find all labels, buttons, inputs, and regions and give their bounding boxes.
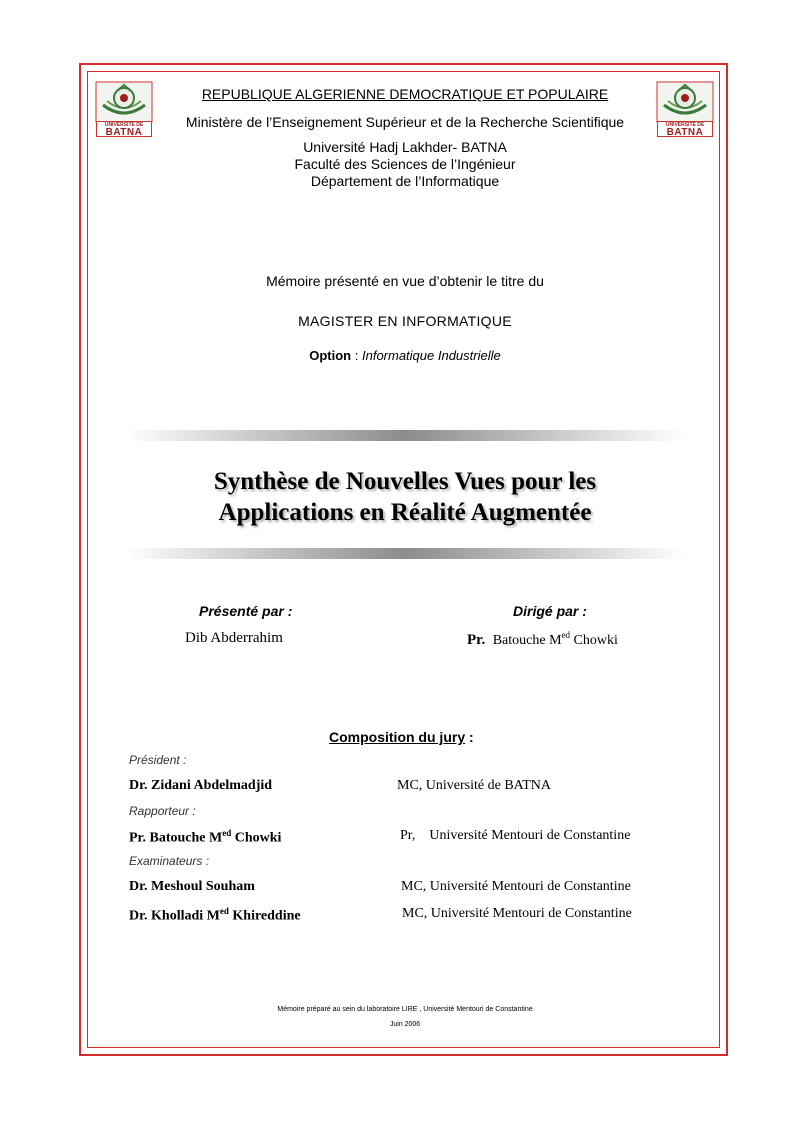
university-line: Université Hadj Lakhder- BATNA	[303, 139, 507, 155]
jury-examiner2-affiliation: MC, Université Mentouri de Constantine	[402, 906, 632, 921]
jury-heading	[329, 729, 474, 745]
jury-examiner1-name: Dr. Meshoul Souham	[129, 879, 255, 894]
logo-label	[657, 121, 713, 137]
directed-by-name-a: Batouche M	[492, 633, 562, 648]
footer-date: Juin 2006	[389, 1021, 421, 1028]
jury-examiner1-affiliation: MC, Université Mentouri de Constantine	[401, 879, 631, 894]
jury-rapporteur-name	[129, 828, 281, 847]
option-value: Informatique Industrielle	[361, 348, 501, 363]
option-label: Option	[309, 348, 352, 363]
department-line: Département de l’Informatique	[310, 173, 500, 189]
jury-heading-text: Composition du jury	[329, 729, 466, 745]
jury-rapporteur-affiliation: Pr, Université Mentouri de Constantine	[400, 828, 631, 843]
jury-president-affiliation: MC, Université de BATNA	[397, 778, 551, 793]
jury-rapporteur-name-b: Chowki	[231, 830, 282, 846]
jury-heading-colon: :	[465, 729, 474, 745]
page-border-inner	[87, 71, 720, 1048]
degree-intro: Mémoire présenté en vue d’obtenir le titre du	[266, 273, 544, 289]
jury-role-rapporteur: Rapporteur :	[129, 804, 196, 818]
directed-by-name	[467, 630, 618, 649]
jury-rapporteur-sup: ed	[222, 828, 232, 838]
jury-role-examiners: Examinateurs :	[129, 854, 210, 868]
option-sep: :	[351, 348, 362, 363]
directed-by-title: Pr.	[467, 632, 486, 648]
ministry-line: Ministère de l’Enseignement Supérieur et de la Recherche Scientifique	[185, 114, 625, 130]
decorative-rule-bottom	[125, 548, 685, 559]
footer-lab-note: Mémoire préparé au sein du laboratoire LIRE , Université Mentouri de Constantine	[277, 1006, 533, 1013]
directed-by-sup: ed	[561, 630, 571, 640]
thesis-title-line2: Applications en Réalité Augmentée	[218, 499, 592, 526]
thesis-title-line1: Synthèse de Nouvelles Vues pour les	[213, 468, 597, 495]
directed-by-name-b: Chowki	[570, 633, 618, 648]
university-logo-right	[656, 81, 714, 137]
jury-president-name: Dr. Zidani Abdelmadjid	[129, 778, 273, 793]
faculty-line: Faculté des Sciences de l’Ingénieur	[294, 156, 516, 172]
republic-line	[160, 86, 650, 103]
university-emblem-icon	[656, 81, 714, 123]
directed-by-label: Dirigé par :	[513, 603, 587, 619]
logo-text-small: UNIVERSITÉ DE	[104, 122, 144, 128]
decorative-rule-top	[125, 430, 685, 441]
degree-option	[160, 348, 650, 363]
degree-title: MAGISTER EN INFORMATIQUE	[298, 313, 512, 329]
jury-role-president: Président :	[129, 753, 187, 767]
logo-text-big: BATNA	[666, 127, 704, 138]
university-emblem-icon	[95, 81, 153, 123]
republic-text: REPUBLIQUE ALGERIENNE DEMOCRATIQUE ET POPULAIRE	[201, 86, 609, 102]
jury-examiner2-name-a: Dr. Kholladi M	[129, 908, 220, 924]
jury-rapporteur-name-a: Pr. Batouche M	[129, 830, 223, 846]
university-logo-left	[95, 81, 153, 137]
logo-label	[96, 121, 152, 137]
presented-by-name: Dib Abderrahim	[185, 630, 283, 646]
jury-examiner2-name-b: Khireddine	[228, 908, 301, 924]
logo-text-small: UNIVERSITÉ DE	[665, 122, 705, 128]
presented-by-label: Présenté par :	[199, 603, 293, 619]
jury-examiner2-name	[129, 906, 301, 925]
logo-text-big: BATNA	[105, 127, 143, 138]
jury-examiner2-sup: ed	[219, 906, 229, 916]
